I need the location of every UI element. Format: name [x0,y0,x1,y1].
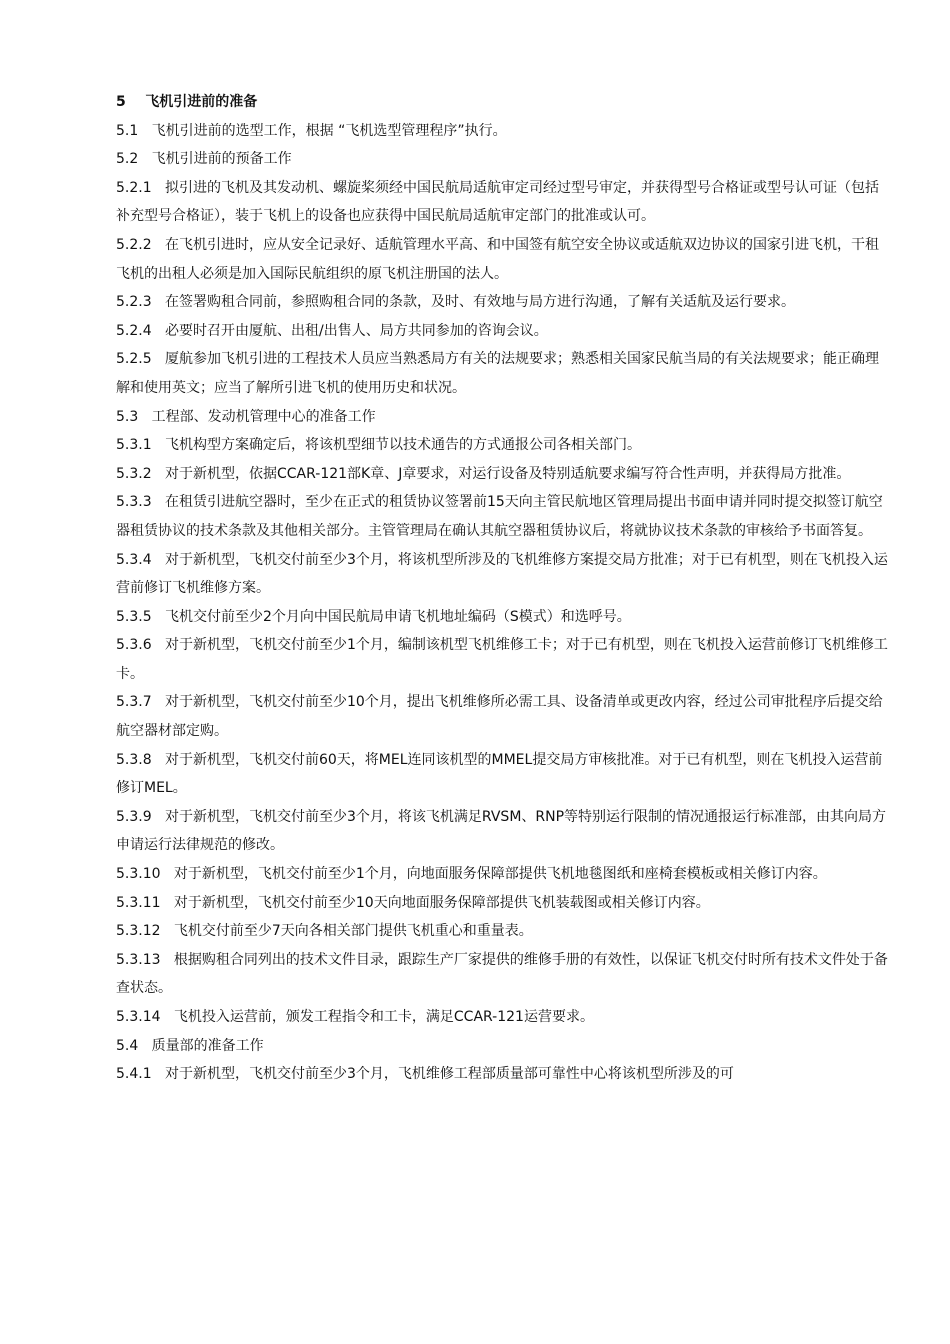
paragraph-number: 5.3.8 [116,751,152,768]
paragraph-text: 飞机投入运营前，颁发工程指令和工卡，满足CCAR-121运营要求。 [173,1009,594,1025]
paragraph-number: 5.3.1 [116,437,152,454]
paragraph-number: 5.3.10 [116,866,161,883]
paragraph-text: 在租赁引进航空器时，至少在正式的租赁协议签署前15天向主管民航地区管理局提出书面申请并同时提交拟签订航空器租赁协议的技术条款及其他相关部分。主管管理局在确认其航空器租赁协议后，将就协议技术条款的审核给予书面答复。 [116,494,883,539]
paragraph-text: 对于新机型，飞机交付前至少1个月，向地面服务保障部提供飞机地毯图纸和座椅套模板或相关修订内容。 [173,866,827,883]
paragraph [116,231,888,288]
paragraph [116,288,888,317]
paragraph-text: 飞机构型方案确定后，将该机型细节以技术通告的方式通报公司各相关部门。 [164,437,641,454]
section-heading [116,88,888,117]
paragraph-text: 厦航参加飞机引进的工程技术人员应当熟悉局方有关的法规要求；熟悉相关国家民航当局的有关法规要求；能正确理解和使用英文；应当了解所引进飞机的使用历史和状况。 [116,351,879,396]
paragraph [116,174,888,231]
paragraph-list [116,117,888,1089]
paragraph [116,631,888,688]
paragraph [116,431,888,460]
paragraph-number: 5.3.12 [116,923,161,940]
paragraph-number: 5.3 [116,408,139,425]
paragraph-number: 5.2 [116,151,139,168]
paragraph [116,746,888,803]
paragraph-number: 5.1 [116,122,139,139]
paragraph [116,1060,888,1089]
paragraph-number: 5.3.6 [116,637,152,654]
paragraph-text: 在飞机引进时，应从安全记录好、适航管理水平高、和中国签有航空安全协议或适航双边协议的国家引进飞机，干租飞机的出租人必须是加入国际民航组织的原飞机注册国的法人。 [116,236,879,282]
paragraph-number: 5.3.13 [116,951,161,968]
paragraph [116,603,888,632]
paragraph-text: 质量部的准备工作 [151,1037,264,1054]
paragraph-number: 5.4.1 [116,1066,152,1083]
paragraph [116,403,888,432]
paragraph-text: 拟引进的飞机及其发动机、螺旋桨须经中国民航局适航审定司经过型号审定，并获得型号合格证或型号认可证（包括补充型号合格证），装于飞机上的设备也应获得中国民航局适航审定部门的批准或认可。 [116,179,879,225]
paragraph-text: 在签署购租合同前，参照购租合同的条款，及时、有效地与局方进行沟通，了解有关适航及运行要求。 [164,294,795,311]
paragraph [116,145,888,174]
paragraph-number: 5.3.4 [116,551,152,568]
paragraph-text: 飞机引进前的预备工作 [151,151,292,168]
paragraph-number: 5.3.7 [116,694,152,711]
paragraph-text: 对于新机型，飞机交付前60天，将MEL连同该机型的MMEL提交局方审核批准。对于已有机型，则在飞机投入运营前修订MEL。 [116,751,883,797]
section-title: 飞机引进前的准备 [145,94,258,110]
paragraph-text: 飞机引进前的选型工作，根据 “飞机选型管理程序”执行。 [151,122,507,139]
paragraph-text: 对于新机型，飞机交付前至少1个月，编制该机型飞机维修工卡；对于已有机型，则在飞机投入运营前修订飞机维修工卡。 [116,637,888,682]
paragraph-number: 5.3.9 [116,808,152,825]
paragraph-number: 5.2.2 [116,236,152,253]
paragraph-text: 必要时召开由厦航、出租/出售人、局方共同参加的咨询会议。 [164,322,548,339]
paragraph-number: 5.4 [116,1037,139,1054]
paragraph-text: 工程部、发动机管理中心的准备工作 [151,408,376,425]
paragraph-text: 对于新机型，飞机交付前至少3个月，将该机型所涉及的飞机维修方案提交局方批准；对于已有机型，则在飞机投入运营前修订飞机维修方案。 [116,551,888,597]
paragraph-text: 对于新机型，飞机交付前至少3个月，将该飞机满足RVSM、RNP等特别运行限制的情况通报运行标准部，由其向局方申请运行法律规范的修改。 [116,808,887,854]
paragraph-number: 5.2.1 [116,179,152,196]
section-number: 5 [116,94,126,110]
paragraph-text: 对于新机型，飞机交付前至少10天向地面服务保障部提供飞机装载图或相关修订内容。 [173,894,710,911]
paragraph-number: 5.3.11 [116,894,161,911]
paragraph-text: 飞机交付前至少2个月向中国民航局申请飞机地址编码（S模式）和选呼号。 [164,608,631,625]
paragraph [116,688,888,745]
paragraph-number: 5.2.5 [116,351,152,368]
paragraph-text: 对于新机型，飞机交付前至少3个月，飞机维修工程部质量部可靠性中心将该机型所涉及的可 [164,1066,734,1083]
paragraph [116,946,888,1003]
paragraph [116,803,888,860]
paragraph [116,546,888,603]
paragraph-number: 5.3.3 [116,494,152,511]
paragraph-number: 5.3.5 [116,608,152,625]
document-page [116,88,888,1089]
paragraph-number: 5.3.2 [116,465,152,482]
paragraph-number: 5.3.14 [116,1009,161,1025]
paragraph [116,1003,888,1032]
paragraph-text: 对于新机型，飞机交付前至少10个月，提出飞机维修所必需工具、设备清单或更改内容，经过公司审批程序后提交给航空器材部定购。 [116,694,883,740]
paragraph [116,117,888,146]
paragraph [116,488,888,545]
paragraph [116,317,888,346]
paragraph-text: 对于新机型，依据CCAR-121部K章、J章要求，对运行设备及特别适航要求编写符合性声明，并获得局方批准。 [164,465,851,482]
paragraph [116,917,888,946]
paragraph-text: 飞机交付前至少7天向各相关部门提供飞机重心和重量表。 [173,923,533,940]
paragraph-number: 5.2.3 [116,294,152,311]
paragraph-text: 根据购租合同列出的技术文件目录，跟踪生产厂家提供的维修手册的有效性，以保证飞机交付时所有技术文件处于备查状态。 [116,951,888,997]
paragraph [116,889,888,918]
paragraph [116,460,888,489]
paragraph-number: 5.2.4 [116,322,152,339]
paragraph [116,345,888,402]
paragraph [116,1032,888,1061]
paragraph [116,860,888,889]
